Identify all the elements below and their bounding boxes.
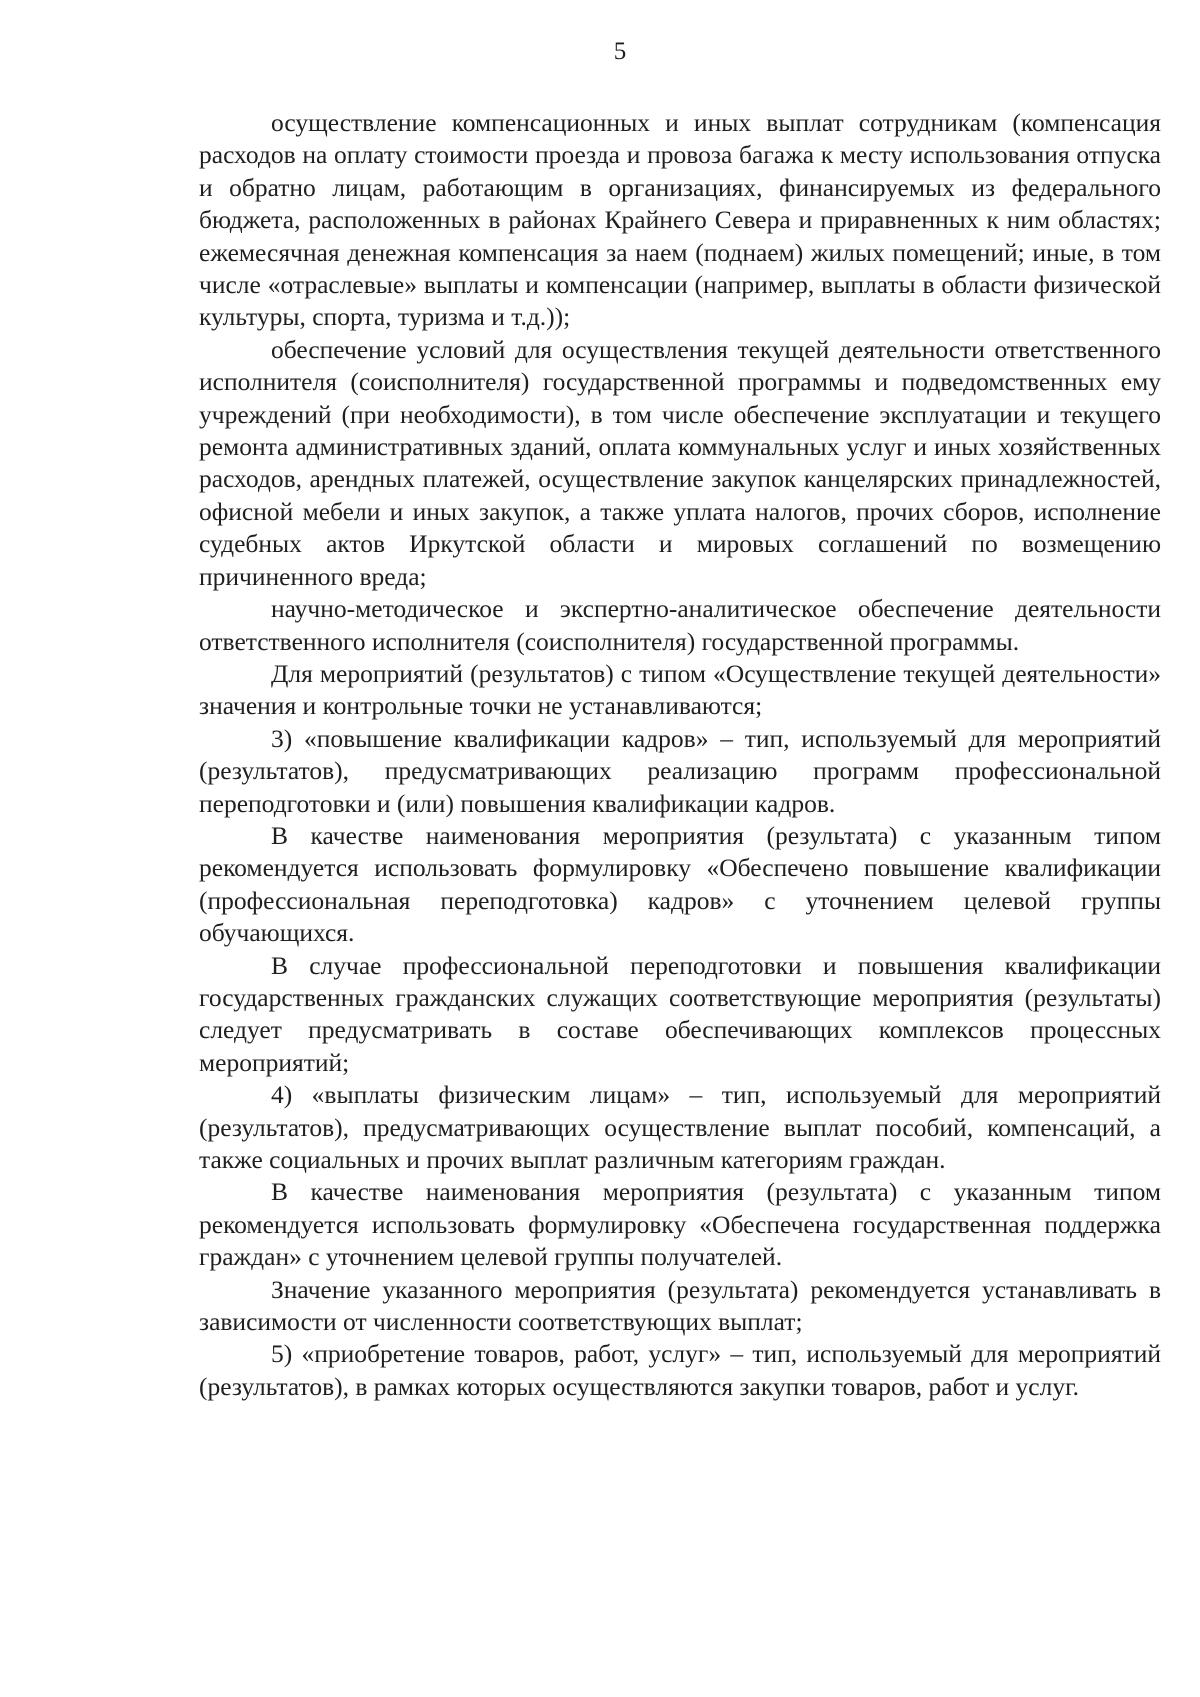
- paragraph: В качестве наименования мероприятия (результата) с указанным типом рекомендуется использовать формулировку «Обеспечена государственная поддержка граждан» с уточнением целевой группы получателей.: [199, 1177, 1161, 1272]
- paragraph: научно-методическое и экспертно-аналитическое обеспечение деятельности ответственного исполнителя (соисполнителя) государственной программы.: [199, 594, 1161, 656]
- paragraph: 3) «повышение квалификации кадров» – тип, используемый для мероприятий (результатов), предусматривающих реализацию программ профессиональной переподготовки и (или) повышения квалификации кадров.: [199, 723, 1161, 818]
- paragraph: 5) «приобретение товаров, работ, услуг» – тип, используемый для мероприятий (результатов), в рамках которых осуществляются закупки товаров, работ и услуг.: [199, 1339, 1161, 1401]
- paragraph: Значение указанного мероприятия (результата) рекомендуется устанавливать в зависимости от численности соответствующих выплат;: [199, 1274, 1161, 1337]
- paragraph: осуществление компенсационных и иных выплат сотрудникам (компенсация расходов на оплату стоимости проезда и провоза багажа к месту использования отпуска и обратно лицам, работающим в организациях, финансируемых из федерального бюджета, расположенных в районах Крайнего Севера и приравненных к ним областях; ежемесячная денежная компенсация за наем (поднаем) жилых помещений; иные, в том числе «отраслевые» выплаты и компенсации (например, выплаты в области физической культуры, спорта, туризма и т.д.));: [199, 108, 1161, 332]
- paragraph: Для мероприятий (результатов) с типом «Осуществление текущей деятельности» значения и контрольные точки не устанавливаются;: [199, 658, 1161, 721]
- paragraph: обеспечение условий для осуществления текущей деятельности ответственного исполнителя (соисполнителя) государственной программы и подведомственных ему учреждений (при необходимости), в том числе обеспечение эксплуатации и текущего ремонта административных зданий, оплата коммунальных услуг и иных хозяйственных расходов, арендных платежей, осуществление закупок канцелярских принадлежностей, офисной мебели и иных закупок, а также уплата налогов, прочих сборов, исполнение судебных актов Иркутской области и мировых соглашений по возмещению причиненного вреда;: [199, 334, 1161, 591]
- paragraph: В качестве наименования мероприятия (результата) с указанным типом рекомендуется использовать формулировку «Обеспечено повышение квалификации (профессиональная переподготовка) кадров» с уточнением целевой группы обучающихся.: [199, 820, 1161, 948]
- document-body: [199, 107, 1161, 1403]
- page-number: 5: [613, 38, 627, 65]
- paragraph: В случае профессиональной переподготовки и повышения квалификации государственных гражданских служащих соответствующие мероприятия (результаты) следует предусматривать в составе обеспечивающих комплексов процессных мероприятий;: [199, 950, 1161, 1077]
- paragraph: 4) «выплаты физическим лицам» – тип, используемый для мероприятий (результатов), предусматривающих осуществление выплат пособий, компенсаций, а также социальных и прочих выплат различным категориям граждан.: [199, 1080, 1161, 1174]
